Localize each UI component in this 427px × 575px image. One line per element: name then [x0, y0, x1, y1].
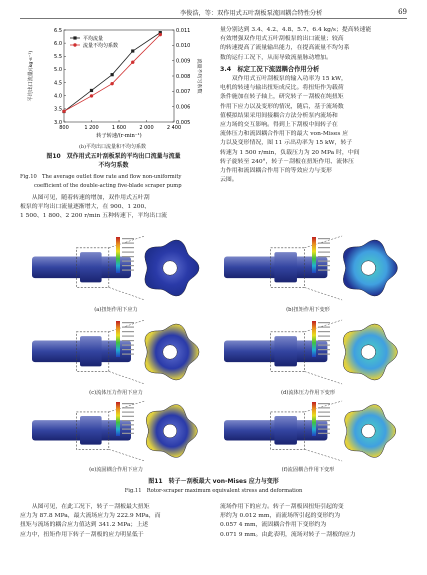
fig11-sub-e: (e)流固耦合作用下应力: [89, 467, 143, 473]
scale-label: [122, 345, 134, 346]
scale-label: [122, 420, 134, 421]
color-scale: [312, 402, 316, 436]
scale-label: [122, 270, 134, 271]
legend-marker: [73, 36, 76, 39]
zoom-line: [304, 287, 342, 300]
scale-label: [318, 424, 330, 425]
scale-label: [318, 327, 330, 328]
zoom-line: [109, 236, 145, 248]
scale-label: [122, 256, 134, 257]
scale-label: [122, 407, 134, 408]
scale-label: [318, 243, 330, 244]
y-right-tick-label: 0.008: [176, 73, 191, 80]
shaft-hole: [163, 424, 177, 438]
panel-e: [26, 397, 206, 465]
data-point: [110, 82, 113, 85]
zoom-line: [109, 371, 145, 384]
zoom-line: [304, 371, 342, 384]
scale-label: [122, 403, 134, 404]
shaft-hole: [361, 261, 376, 276]
zoom-line: [304, 449, 342, 461]
scale-label: [318, 416, 330, 417]
zoom-line: [109, 401, 145, 412]
shaft-hole: [163, 261, 178, 276]
x-tick-label: 800: [59, 125, 69, 131]
x-axis-label: 转子转速/(r·min⁻¹): [96, 133, 142, 139]
data-point: [62, 110, 65, 113]
scale-label: [318, 256, 330, 257]
y-left-tick-label: 5.5: [54, 54, 62, 61]
scale-label: [122, 336, 134, 337]
fig11-caption-en: Fig.11 Rotor-scraper maximum equivalent stress and deformation: [124, 488, 303, 494]
scale-label: [122, 261, 134, 262]
legend-label: 流量不均匀系数: [83, 42, 119, 49]
data-point: [159, 33, 162, 36]
rotor-body: [80, 252, 102, 282]
fig11-sub-f: (f)流固耦合作用下变形: [281, 467, 335, 473]
panel-a: [26, 232, 206, 304]
y-left-tick-label: 6.5: [54, 27, 62, 34]
scale-label: [318, 345, 330, 346]
shaft-hole: [362, 424, 376, 438]
scale-label: [122, 265, 134, 266]
scale-label: [122, 433, 134, 434]
right-paragraph-top: 量分别达到 3.4、4.2、4.8、5.7、6.4 kg/s；提高转速能 有效增强双作用式五叶刮板泵的出口流量；较高 的转速提高了流量输出能力，在提高流量不均匀系 数的运行工况下，从而导致流量脉动增加。: [220, 27, 372, 61]
shaft-hole: [361, 345, 376, 360]
y-left-tick-label: 4.0: [54, 93, 62, 100]
scale-label: [318, 403, 330, 404]
scale-label: [122, 238, 134, 239]
scale-label: [122, 243, 134, 244]
scale-label: [122, 424, 134, 425]
data-point: [131, 49, 134, 52]
scale-label: [318, 433, 330, 434]
scale-label: [122, 327, 134, 328]
y-left-tick-label: 3.5: [54, 106, 62, 113]
scale-label: [318, 354, 330, 355]
x-tick-label: 1 200: [84, 125, 99, 131]
y-right-axis-label: 流量不均匀系数: [196, 58, 202, 94]
scale-label: [122, 429, 134, 430]
fig11-sub-a: (a)扭矩作用下应力: [94, 307, 138, 313]
y-left-tick-label: 6.0: [54, 40, 62, 47]
scale-label: [318, 261, 330, 262]
bottom-left-paragraph: 从图可见，在此工况下，转子－刮板最大扭矩 应力为 87.8 MPa，最大流场应力为 222.9 MPa，而 扭矩与流场的耦合应力值达到 341.2 MPa；上述 应力中，扭矩作用下转子－刮板的应力明显低于: [20, 504, 161, 538]
fig11-sub-d: (d)流体压力作用下变形: [280, 390, 336, 396]
zoom-line: [304, 236, 342, 248]
y-right-tick-label: 0.010: [176, 43, 191, 50]
data-point: [111, 73, 114, 76]
panel-c: [26, 316, 206, 388]
bottom-right-paragraph: 流场作用下的应力。转子－刮板因扭矩引起的变 形约为 0.012 mm，而流场所引起的变形约为 0.057 4 mm，流固耦合作用下变形约为 0.071 9 mm。由此表明，流场对转子－刮板的应力: [220, 504, 356, 538]
legend-label: 平均流量: [83, 35, 104, 42]
zoom-line: [109, 320, 145, 332]
x-tick-label: 1 600: [111, 125, 127, 131]
data-point: [90, 94, 93, 97]
scale-label: [318, 420, 330, 421]
y-left-tick-label: 5.0: [54, 67, 62, 74]
scale-label: [318, 340, 330, 341]
scale-label: [122, 349, 134, 350]
x-tick-label: 2 000: [139, 125, 154, 131]
y-right-tick-label: 0.011: [176, 27, 191, 34]
rotor-body: [274, 416, 297, 445]
zoom-line: [304, 320, 342, 332]
scale-label: [318, 331, 330, 332]
header-rule: [20, 18, 407, 19]
shaft-hole: [163, 345, 178, 360]
scale-label: [122, 340, 134, 341]
rotor-body: [274, 336, 297, 366]
y-right-tick-label: 0.009: [176, 58, 191, 65]
zoom-line: [304, 401, 342, 412]
fig10-subcaption: (b)平均出口流量和不均匀系数: [78, 144, 147, 150]
scale-label: [122, 354, 134, 355]
scale-label: [318, 349, 330, 350]
fig10-caption-cn: 图10 双作用式五叶刮板泵的平均出口流量与流量 不均匀系数: [46, 153, 181, 169]
scale-label: [122, 322, 134, 323]
scale-label: [122, 416, 134, 417]
scale-label: [318, 336, 330, 337]
scale-label: [318, 322, 330, 323]
y-left-axis-label: 平均出口流量/(kg·s⁻¹): [28, 50, 34, 102]
scale-label: [318, 247, 330, 248]
rotor-body: [274, 252, 297, 282]
scale-label: [122, 252, 134, 253]
legend-marker: [73, 43, 76, 46]
flow-rate-chart: [22, 22, 202, 142]
left-paragraph: 从图可见，随着转速的增加，双作用式五叶刮 板泵的平均出口流量逐渐增大，在 900、1 200、 1 500、1 800、2 200 r/min 五种转速下，平均出口流: [20, 195, 167, 220]
color-scale: [116, 237, 120, 273]
fig11-sub-b: (b)扭矩作用下变形: [286, 307, 330, 313]
rotor-body: [80, 416, 102, 445]
page-number: 69: [398, 8, 407, 16]
panel-f: [218, 397, 406, 465]
scale-label: [122, 247, 134, 248]
color-scale: [312, 237, 316, 273]
scale-label: [318, 407, 330, 408]
fig11-caption-cn: 图11 转子－刮板最大 von-Mises 应力与变形: [148, 478, 279, 485]
scale-label: [318, 412, 330, 413]
color-scale: [116, 402, 120, 436]
scale-label: [122, 331, 134, 332]
data-point: [131, 61, 134, 64]
fig10-caption-en: Fig.10 The average outlet flow rate and flow non-uniformity coefficient of the double-acting five-blade scraper pump: [20, 174, 182, 189]
scale-label: [318, 252, 330, 253]
section-heading: 3.4 标定工况下流固耦合作用分析: [220, 66, 320, 73]
scale-label: [318, 265, 330, 266]
y-right-tick-label: 0.007: [176, 89, 191, 96]
rotor-body: [80, 336, 102, 366]
scale-label: [318, 238, 330, 239]
scale-label: [318, 270, 330, 271]
panel-b: [218, 232, 406, 304]
zoom-line: [109, 449, 145, 461]
y-right-tick-label: 0.006: [176, 104, 191, 111]
right-paragraph: 双作用式五叶刮板泵的输入功率为 15 kW， 电机的转速与输出扭矩成反比。将扭矩作为载荷 条件施加在转子轴上，研究转子－刮板在纯扭矩 作用下应力以及变形的情况，随后，基于流场数 值模拟结果采用间接耦合方法分析泵内流场和 应力场的交互影响。得到上下刮板中间转子在 流体压力和流固耦合作用下的最大 von-Mises 应 力以及变形情况，图 11 示出功率为 15 kW，转子 转速为 1 500 r/min，负载压力为 20 MPa 时，中间 转子旋转至 240°，转子－刮板在扭矩作用、流体压 力作用和流固耦合作用下的等效应力与变形 云图。: [220, 76, 360, 184]
color-scale: [312, 321, 316, 357]
scale-label: [122, 412, 134, 413]
x-tick-label: 2 400: [166, 125, 182, 131]
y-left-tick-label: 4.5: [54, 80, 62, 87]
y-right-tick-label: 0.005: [176, 119, 191, 126]
y-left-tick-label: 3.0: [54, 119, 62, 126]
data-point: [90, 89, 93, 92]
zoom-line: [109, 287, 145, 300]
scale-label: [318, 429, 330, 430]
panel-d: [218, 316, 406, 388]
color-scale: [116, 321, 120, 357]
fig11-sub-c: (c)流体压力作用下应力: [89, 390, 143, 396]
header-title: 李俊浩，等：双作用式五叶刮板泵流固耦合特性分析: [180, 10, 323, 17]
